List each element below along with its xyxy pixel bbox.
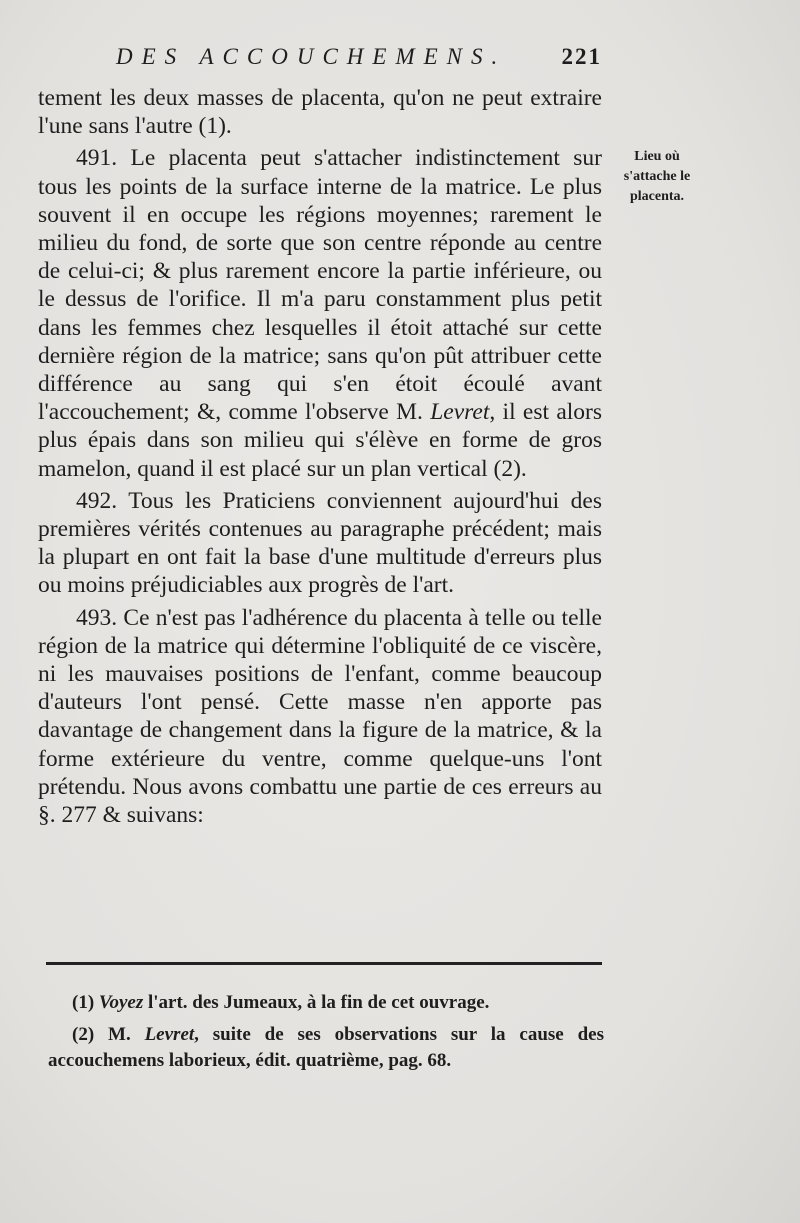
footnote-2-text: , suite de ses observations sur la cause des accouchemens laborieux, édit. quatrième, pag. 68. xyxy=(48,1024,604,1071)
paragraph-continuation: tement les deux masses de placenta, qu'on ne peut extraire l'une sans l'autre (1). xyxy=(38,85,602,140)
running-title: DES ACCOUCHEMENS. xyxy=(116,44,507,69)
footnote-2 xyxy=(48,1022,604,1074)
footnotes xyxy=(48,990,604,1080)
paragraph-492: 492. Tous les Praticiens conviennent aujourd'hui des premières vérités contenues au paragraphe précédent; mais la plupart en ont fait la base d'une multitude d'erreurs plus ou moins préjudiciables aux progrès de l'art. xyxy=(38,487,602,599)
paragraph-491-end: , il est alors plus épais dans son milieu qui s'élève en forme de gros mamelon, quand il est placé sur un plan vertical (2). xyxy=(38,399,603,482)
author-name-levret: Levret xyxy=(430,399,490,426)
footnote-2-number: (2) M. xyxy=(72,1024,131,1045)
footnote-1-italic: Voyez xyxy=(98,992,144,1013)
footnote-1-number: (1) xyxy=(72,992,95,1013)
footnote-1 xyxy=(48,990,604,1016)
footnote-1-text: l'art. des Jumeaux, à la fin de cet ouvrage. xyxy=(143,992,490,1013)
footnote-2-italic: Levret xyxy=(144,1024,195,1045)
page-number: 221 xyxy=(561,44,602,69)
paragraph-491-text: 491. Le placenta peut s'attacher indistinctement sur tous les points de la surface interne de la matrice. Le plus souvent il en occupe les régions moyennes; rarement le milieu du fond, de sorte que son centre réponde au centre de celui-ci; & plus rarement encore la partie inférieure, ou le dessus de l'orifice. Il m'a paru constamment plus petit dans les femmes chez lesquelles il étoit attaché sur cette dernière région de la matrice; sans qu'on pût attribuer cette différence au sang qui s'en étoit écoulé avant l'accouchement; &, comme l'observe M. xyxy=(38,145,602,426)
paragraph-491 xyxy=(38,144,602,482)
margin-note: Lieu où s'attache le placenta. xyxy=(623,149,691,204)
main-text xyxy=(38,84,602,829)
paragraph-493: 493. Ce n'est pas l'adhérence du placenta à telle ou telle région de la matrice qui détermine l'obliquité de ce viscère, ni les mauvaises positions de l'enfant, comme beaucoup d'auteurs l'ont pensé. Cette masse n'en apporte pas davantage de changement dans la figure de la matrice, & la forme extérieure du ventre, comme quelque-uns l'ont prétendu. Nous avons combattu une partie de ces erreurs au §. 277 & suivans: xyxy=(38,604,602,829)
footnote-rule xyxy=(46,962,602,965)
running-head xyxy=(116,44,602,70)
